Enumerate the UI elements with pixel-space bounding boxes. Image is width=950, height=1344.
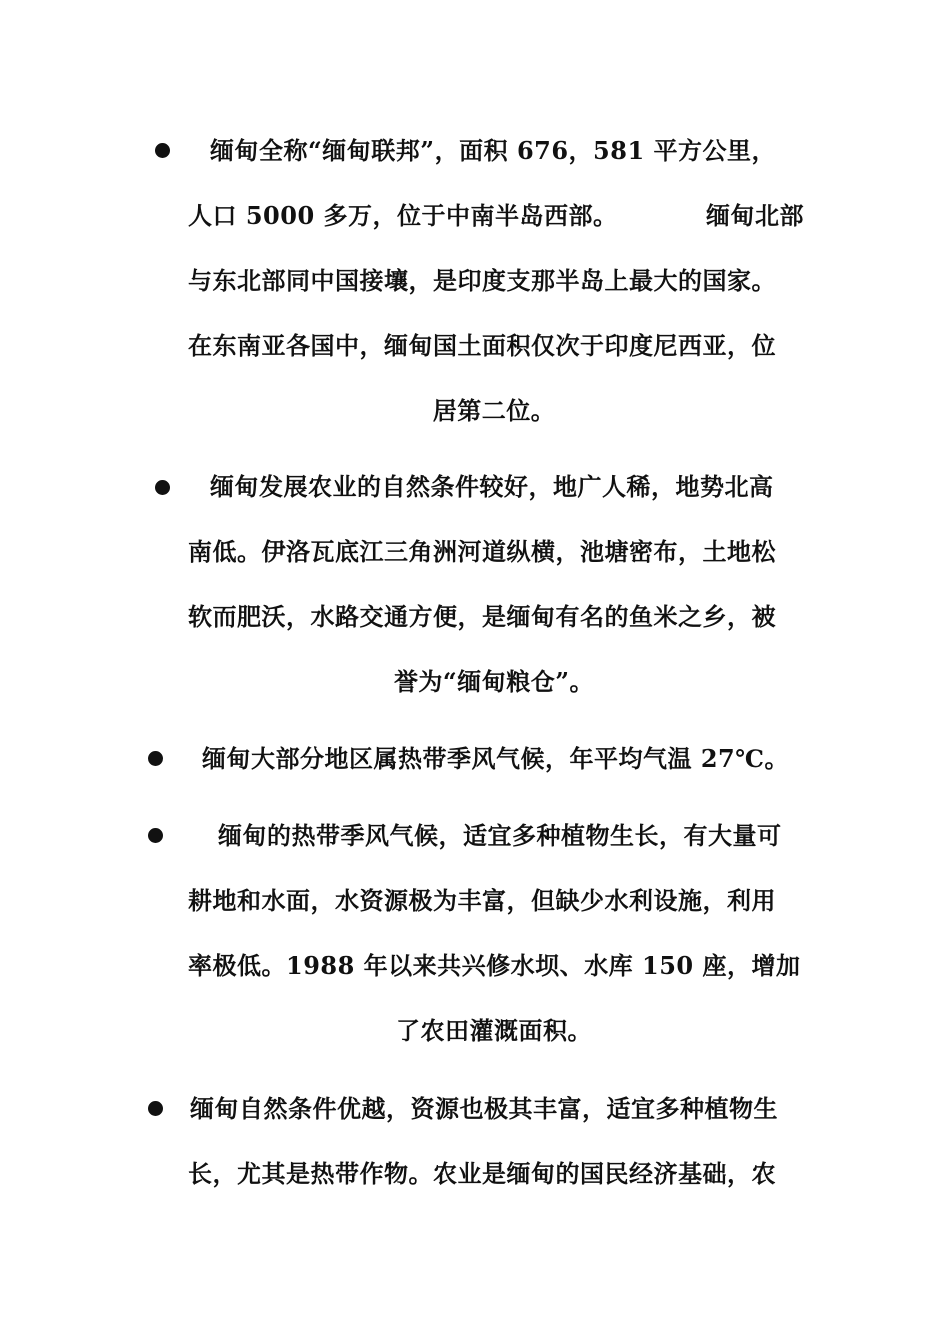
paragraph-line: 居第二位。	[432, 396, 556, 425]
paragraph-line: 南低。伊洛瓦底江三角洲河道纵横，池塘密布，土地松	[188, 537, 776, 566]
paragraph-line: 缅甸大部分地区属热带季风气候，年平均气温 27℃。	[202, 744, 790, 773]
bullet-icon	[148, 1101, 163, 1116]
bullet-icon	[155, 143, 170, 158]
paragraph-line: 人口 5000 多万，位于中南半岛西部。 缅甸北部	[188, 201, 805, 230]
bullet-icon	[148, 828, 163, 843]
paragraph-line: 耕地和水面，水资源极为丰富，但缺少水利设施，利用	[188, 886, 776, 915]
paragraph-line: 率极低。1988 年以来共兴修水坝、水库 150 座，增加	[188, 951, 801, 980]
paragraph-line: 了农田灌溉面积。	[396, 1016, 592, 1045]
paragraph-line: 誉为“缅甸粮仓”。	[393, 667, 595, 696]
paragraph-line: 缅甸的热带季风气候，适宜多种植物生长，有大量可	[218, 821, 782, 850]
bullet-icon	[155, 480, 170, 495]
paragraph-line: 缅甸发展农业的自然条件较好，地广人稀，地势北高	[210, 472, 774, 501]
paragraph-line: 与东北部同中国接壤，是印度支那半岛上最大的国家。	[188, 266, 776, 295]
bullet-icon	[148, 751, 163, 766]
paragraph-line: 缅甸自然条件优越，资源也极其丰富，适宜多种植物生	[190, 1094, 778, 1123]
paragraph-line: 在东南亚各国中，缅甸国土面积仅次于印度尼西亚，位	[188, 331, 776, 360]
paragraph-line: 长，尤其是热带作物。农业是缅甸的国民经济基础，农	[188, 1159, 776, 1188]
paragraph-line: 缅甸全称“缅甸联邦”，面积 676，581 平方公里，	[210, 136, 777, 165]
paragraph-line: 软而肥沃，水路交通方便，是缅甸有名的鱼米之乡，被	[188, 602, 776, 631]
